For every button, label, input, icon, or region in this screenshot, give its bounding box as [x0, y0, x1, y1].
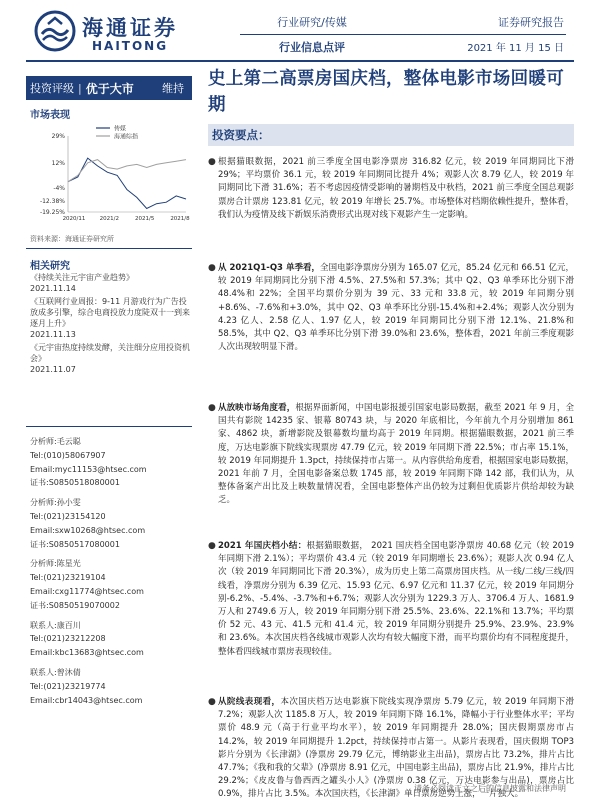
keypoint-text: 根据界面新闻，中国电影报援引国家电影局数据，截至 2021 年 9 月，全国共有影院 14235 家、银幕 80743 块，与 2020 年底相比，今年前九个月分别增加 861 家、4862 块，新增影院及银幕数均量均高于 2019 年同期。根据猫眼数据，2021 前三季度，万达电影旗下院线实现票房 47.79 亿元，较 2019 年同期下滑 22.5%；市占率 15.1%，较 2019 年同期提升 1.3pct，持续保持市占第一。从内容供给角度看，根据国家电影局数据，2021 年前 7 月，全国电影备案总数 1745 部，较 2019 年同期下降 142 部，我们认为，从整体备案产出比及上映数量情况看，全国电影整体产出仍较为过剩但优质影片供给却较为缺乏。: [218, 403, 574, 506]
analyst-cert: 证书:S0850517080001: [30, 539, 120, 549]
y-tick-label: 12%: [51, 159, 65, 167]
performance-chart-svg: [26, 122, 192, 222]
x-tick-label: 2021/8: [170, 216, 190, 222]
analyst-role: 分析师:毛云聪: [30, 437, 81, 446]
legend-label: 传媒: [114, 125, 127, 133]
keypoints-label: 投资要点：: [212, 128, 270, 142]
y-tick-label: -12.38%: [39, 198, 65, 206]
chart-source: 资料来源：海通证券研究所: [30, 235, 114, 243]
rating-status: 维持: [162, 82, 184, 95]
keypoint-lead: 2021 年国庆档小结：: [218, 541, 307, 551]
company-name-en: HAITONG: [92, 39, 169, 53]
keypoint-text: 根据猫眼数据， 2021 国庆档全国电影净票房 40.68 亿元（较 2019 年同期下滑 2.1%）；平均票价 43.4 元（较 2019 年同期增长 23.6%）；观影人次 0.94 亿人次（较 2019 年同期同比下滑 20.3%），成为历史上第二高票房国庆档。从一线/二线/三线/四线看，净票房分别为 6.39 亿元、15.93 亿元、6.97 亿元和 11.37 亿元，较 2019 年同期分别-6.2%、-5.4%、-3.7%和+6.7%；观影人次分别为 1229.3 万人、3706.4 万人、1681.9 万人和 2749.6 万人，较 2019 年同期分别下滑 25.5%、23.6%、22.1%和 13.7%；平均票价 52 元、43 元、41.5 元和 41.4 元，较 2019 年同期分别提升 25.9%、23.9%、23.9%和 23.6%。本次国庆档各线城市观影人次均有较大幅度下滑，而平均票价均有不同程度提升，整体看四线城市票房表现较佳。: [218, 541, 575, 657]
company-name-cn: 海通证券: [82, 15, 178, 40]
y-tick-label: -4%: [53, 184, 65, 192]
x-tick-label: 2021/2: [99, 216, 120, 222]
analyst-tel: Tel:(021)23219104: [30, 573, 106, 583]
analyst-role: 分析师:陈星光: [30, 559, 81, 569]
y-tick-label: 29%: [51, 133, 65, 140]
haitong-logo-icon: [34, 10, 76, 52]
related-item-title: 《互联网行业周报：9-11 月游戏行为广告投放成多引擎，综合电商投放力度陡双十一到来逐月上升》: [30, 297, 190, 328]
keypoint-item: [208, 262, 574, 354]
contact-role: 联系人:康百川: [30, 620, 81, 630]
keypoint-text: 全国电影净票房分别为 165.07 亿元，85.24 亿元和 66.51 亿元，较 2019 年同期同比分别下滑 4.5%、27.5%和 57.3%；其中 Q2、Q3 单季环比分别下滑 48.4%和 22%；全国平均票价分别为 39 元、33 元和 33.8 元，较 2019 年同期分别+8.6%、-7.6%和+3.0%，其中 Q2、Q3 单季环比分别-15.4%和+2.4%；观影人次分别为 4.23 亿人、2.58 亿人、1.97 亿人，较 2019 年同期同比分别下滑 12.1%、21.8%和 58.5%，其中 Q2、Q3 单季环比分别下滑 39.0%和 23.6%，整体看，2021 年前三季度观影人次出现较明显下滑。: [218, 263, 574, 353]
contact-tel: Tel:(021)23219774: [30, 681, 106, 691]
company-logo: [34, 10, 204, 54]
bullet-dot-icon: ●: [208, 157, 216, 167]
header-rule: [26, 60, 574, 62]
contact-email[interactable]: Email:cbr14043@htsec.com: [30, 695, 143, 705]
contact-role: 联系人:曾沐倩: [30, 667, 81, 677]
analyst-tel: Tel:(021)23154120: [30, 511, 106, 521]
analyst-contacts: [30, 435, 190, 707]
investment-rating: [26, 76, 192, 100]
rating-separator: |: [78, 81, 82, 95]
related-item-title: 《元宇宙热度持续发酵，关注细分应用投资机会》: [30, 343, 190, 363]
related-item-date: 2021.11.14: [30, 284, 76, 293]
related-item-date: 2021.11.13: [30, 330, 76, 339]
analyst-tel: Tel:(010)58067907: [30, 450, 106, 460]
x-tick-label: 2020/11: [62, 216, 86, 222]
sidebar-divider: [26, 248, 192, 249]
related-item-title: 《持续关注元宇宙产业趋势》: [30, 273, 134, 282]
keypoint-lead: 从 2021Q1-Q3 单季看，: [218, 263, 321, 273]
related-research-title: 相关研究: [30, 261, 70, 272]
list-item[interactable]: [30, 342, 190, 375]
keypoint-text: 本次国庆档万达电影旗下院线实现净票房 5.79 亿元，较 2019 年同期下滑 7.2%；观影人次 1185.8 万人，较 2019 年同期下降 16.1%，降幅小于行业整体水平；平均票价 48.9 元（高于行业平均水平），较 2019 年同期提升 28.0%；国庆假期票房市占 14.2%，较 2019 年同期提升 1.2pct，持续保持市占第一。从影片表现看，国庆假期 TOP3 影片分别为《长津湖》(净票房 29.79 亿元，博纳影业主出品)，票房占比 73.2%，排片占比 47.7%；《我和我的父辈》(净票房 8.91 亿元，中国电影主出品)，票房占比 21.9%，排片占比 29.2%；《皮皮鲁与鲁西西之罐头小人》(净票房 0.38 亿元，万达电影参与出品)，票房占比 0.9%，排片占比 3.5%。本次国庆档，《长津湖》单日票房逆势上涨，一片独大。: [218, 697, 574, 800]
analyst-email[interactable]: Email:cxg11774@htsec.com: [30, 586, 144, 596]
rating-label: 投资评级: [30, 82, 74, 95]
sidebar-divider: [26, 426, 192, 427]
market-performance-title: 市场表现: [30, 110, 70, 121]
report-type: 证券研究报告: [498, 16, 564, 29]
bullet-dot-icon: ●: [208, 263, 216, 273]
analyst-email[interactable]: Email:myc11153@htsec.com: [30, 464, 147, 474]
bullet-dot-icon: ●: [208, 541, 216, 551]
related-item-date: 2021.11.07: [30, 365, 76, 374]
analyst-cert: 证书:S0850519070002: [30, 600, 120, 610]
report-title: 史上第二高票房国庆档，整体电影市场回暖可期: [208, 69, 564, 115]
keypoint-item: [208, 540, 574, 659]
keypoint-item: [208, 156, 574, 222]
analyst-email[interactable]: Email:sxw10268@htsec.com: [30, 525, 146, 535]
report-date: 2021 年 11 月 15 日: [467, 43, 564, 54]
report-subcategory: 行业信息点评: [279, 41, 345, 54]
disclaimer-footer: 请务必阅读正文之后的信息披露和法律声明: [414, 784, 566, 793]
report-category: 行业研究/传媒: [277, 16, 347, 29]
bullet-dot-icon: ●: [208, 697, 216, 707]
x-tick-label: 2021/5: [134, 216, 155, 222]
analyst-cert: 证书:S0850518080001: [30, 478, 120, 488]
report-header: [0, 0, 600, 62]
keypoint-lead: 从院线表现看，: [218, 697, 281, 707]
list-item[interactable]: [30, 296, 190, 340]
keypoint-text: 根据猫眼数据，2021 前三季度全国电影净票房 316.82 亿元，较 2019 年同期同比下滑 29%；平均票价 36.1 元，较 2019 年同期同比提升 4%；观影人次 8.79 亿人，较 2019 年同期同比下滑 31.6%；若不考虑因疫情受影响的暑期档及中秋档，2021 前三季度全国总观影票房合计票房 123.81 亿元，较 2019 年增长 25.7%。市场整体对档期依赖性提升，整体看，我们认为疫情及线下新娱乐消费形式出现对线下观影产生一定影响。: [218, 157, 574, 220]
contact-tel: Tel:(021)23212208: [30, 634, 106, 644]
bullet-dot-icon: ●: [208, 403, 216, 413]
analyst-role: 分析师:孙小雯: [30, 498, 81, 508]
header-divider: [240, 34, 566, 35]
legend-label: 海通综指: [114, 133, 139, 141]
keypoint-item: [208, 402, 574, 508]
y-tick-label: -19.25%: [39, 209, 65, 216]
related-research-list: [30, 272, 190, 377]
contact-email[interactable]: Email:kbc13683@htsec.com: [30, 648, 144, 658]
keypoint-lead: 从放映市场角度看，: [218, 403, 296, 413]
rating-value: 优于大市: [85, 81, 134, 96]
list-item[interactable]: [30, 272, 190, 294]
keypoints-banner: [208, 124, 574, 146]
